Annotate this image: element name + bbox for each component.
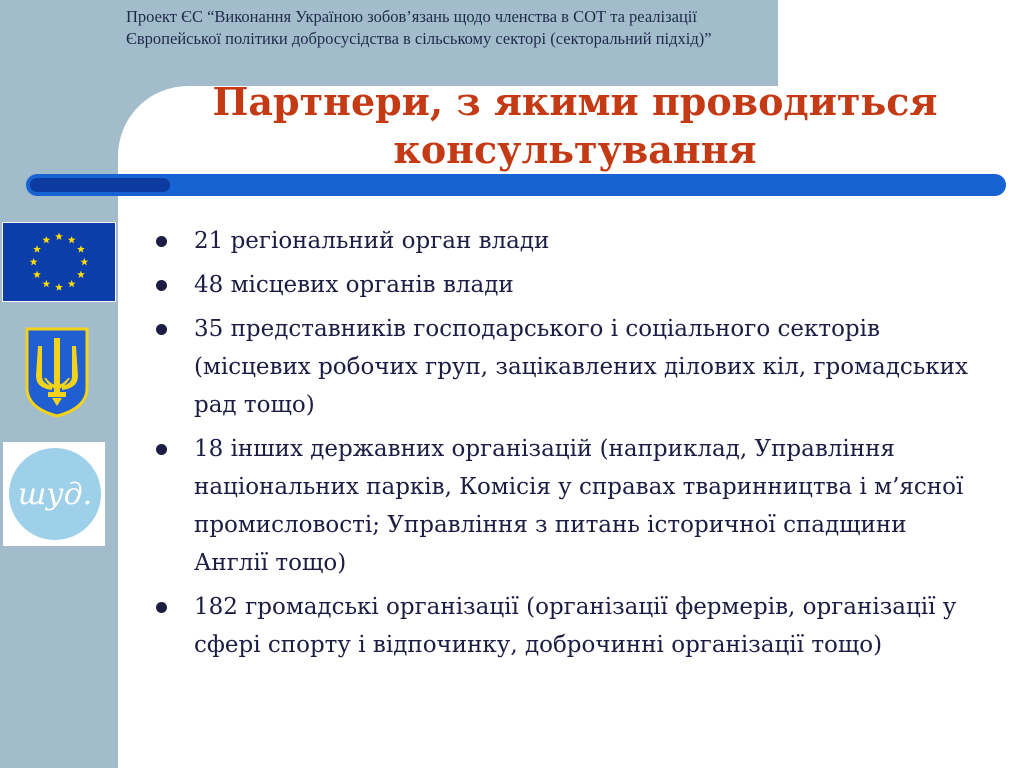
project-note: Проект ЄС “Виконання Україною зобов’язань щодо членства в СОТ та реалізації Європейської політики добросусідства в сільському секторі (секторальний підхід)”	[126, 7, 712, 48]
title-underline-bar	[26, 174, 1006, 196]
bullet-icon	[156, 444, 167, 455]
organization-logo-icon	[3, 442, 105, 546]
list-item-text: 18 інших державних організацій (наприклад, Управління національних парків, Комісія у справах тваринництва і м’ясної промисловості; Управління з питань історичної спадщини Англії тощо)	[194, 436, 964, 576]
list-item	[154, 310, 974, 424]
slide-title: Партнери, з якими проводиться консультування	[212, 79, 938, 172]
list-item	[154, 430, 974, 582]
list-item-text: 35 представників господарського і соціального секторів (місцевих робочих груп, зацікавлених ділових кіл, громадських рад тощо)	[194, 316, 968, 418]
list-item-text: 48 місцевих органів влади	[194, 272, 514, 298]
bullet-icon	[156, 602, 167, 613]
partner-list	[154, 222, 974, 670]
list-item	[154, 222, 974, 260]
ukraine-coat-of-arms-icon	[24, 326, 90, 418]
list-item	[154, 266, 974, 304]
bullet-icon	[156, 236, 167, 247]
logo-lettering: шуд.	[17, 477, 93, 512]
eu-flag-icon	[2, 222, 116, 302]
list-item	[154, 588, 974, 664]
bullet-icon	[156, 324, 167, 335]
title-underline-accent	[30, 178, 170, 192]
list-item-text: 182 громадські організації (організації фермерів, організації у сфері спорту і відпочинку, доброчинні організації тощо)	[194, 594, 957, 658]
bullet-icon	[156, 280, 167, 291]
list-item-text: 21 регіональний орган влади	[194, 228, 550, 254]
